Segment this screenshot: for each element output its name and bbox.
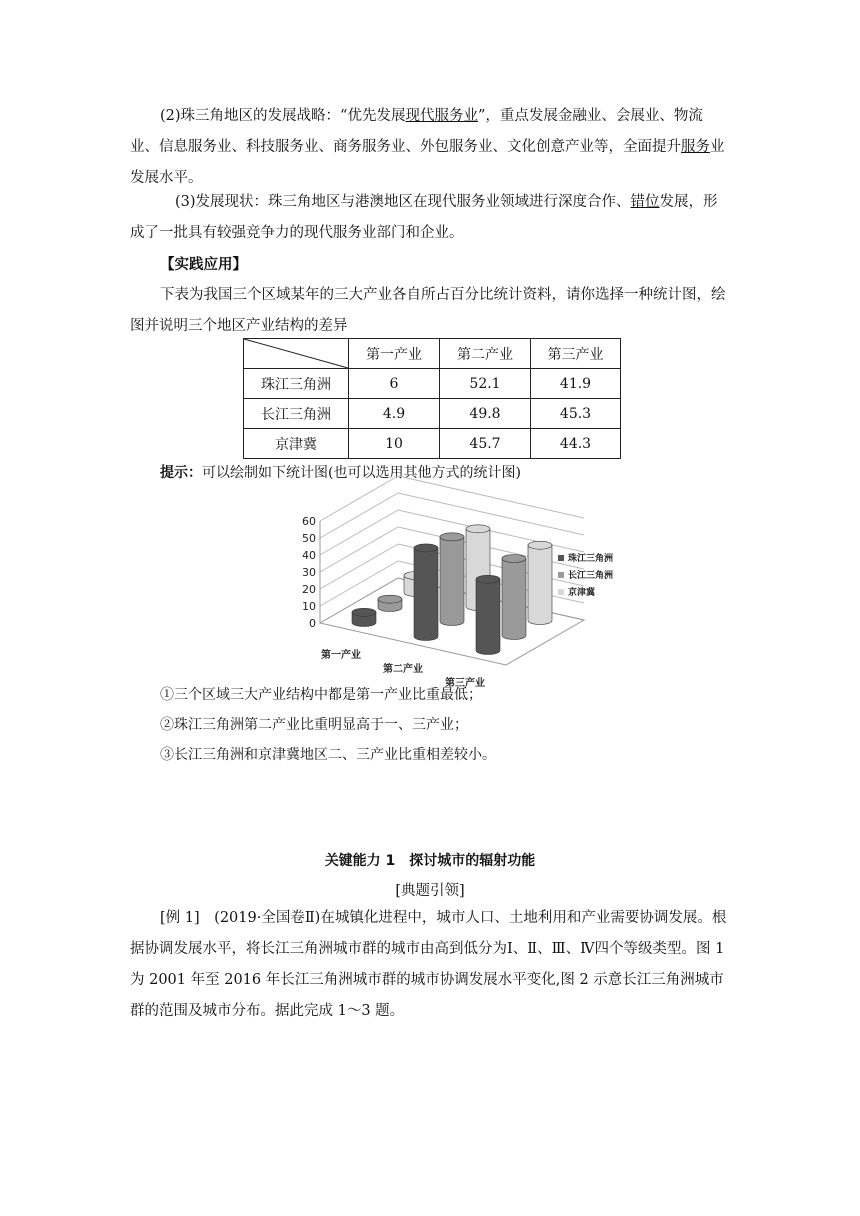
legend-swatch [558, 555, 564, 561]
paragraph-status [130, 187, 730, 249]
data-table [243, 338, 621, 459]
table-row [244, 369, 621, 399]
table-cell: 44.3 [531, 429, 621, 459]
bar-body [528, 545, 552, 624]
bar-top [502, 554, 526, 562]
bar [378, 595, 402, 611]
bar-body [502, 558, 526, 639]
conclusion-2: ②珠江三角洲第二产业比重明显高于一、三产业； [160, 717, 468, 733]
y-tick-label: 50 [302, 532, 316, 545]
gridline-side [320, 527, 398, 572]
conclusion-3: ③长江三角洲和京津冀地区二、三产业比重相差较小。 [160, 747, 496, 763]
x-category-label: 第三产业 [445, 678, 485, 689]
region-cell: 珠江三角洲 [244, 369, 349, 399]
table-cell: 52.1 [440, 369, 531, 399]
example-text: 在城镇化进程中，城市人口、土地利用和产业需要协调发展。根据协调发展水平，将长江三角洲城市群的城市由高到低分为Ⅰ、Ⅱ、Ⅲ、Ⅳ四个等级类型。图 1 为 2001 年至 2016 年长江三角洲城市群的城市协调发展水平变化,图 2 示意长江三角洲城市群的范围及城市分布。据此完成 1～3 题。 [130, 910, 727, 1019]
y-tick-label: 30 [302, 566, 316, 579]
y-tick-label: 60 [302, 515, 316, 528]
table-cell: 41.9 [531, 369, 621, 399]
table-cell: 6 [349, 369, 440, 399]
gridline-side [320, 544, 398, 589]
legend-label: 长江三角洲 [568, 571, 614, 581]
text: (2)珠三角地区的发展战略：“优先发展 [160, 108, 406, 124]
bar-top [352, 608, 376, 616]
bar-body [440, 537, 464, 626]
bar [440, 533, 464, 626]
bar [414, 544, 438, 641]
table-row [244, 429, 621, 459]
gridline-side [320, 476, 398, 521]
bar-top [414, 544, 438, 552]
table-header: 第二产业 [440, 339, 531, 369]
underlined-term: 服务 [681, 139, 710, 155]
example-source: (2019·全国卷Ⅱ) [214, 910, 321, 926]
table-header: 第三产业 [531, 339, 621, 369]
legend-label: 珠江三角洲 [568, 554, 614, 564]
underlined-term: 错位 [630, 194, 660, 210]
diagonal-corner-cell [244, 339, 349, 369]
table-cell: 49.8 [440, 399, 531, 429]
section-title: 关键能力 1 探讨城市的辐射功能 [324, 853, 536, 869]
table-cell: 10 [349, 429, 440, 459]
region-cell: 京津冀 [244, 429, 349, 459]
region-cell: 长江三角洲 [244, 399, 349, 429]
y-tick-label: 0 [309, 617, 316, 630]
x-category-label: 第二产业 [383, 664, 423, 675]
text: ”，重点发展金融业、会展业、物流业、信息服务业、科技服务业、商务服务业、外包服务业、文化创意产业等，全面提升 [130, 108, 703, 155]
example-paragraph [130, 903, 730, 1027]
gridline-back [398, 493, 584, 535]
underlined-term: 现代服务业 [405, 108, 478, 124]
hint-label: 提示： [160, 465, 202, 481]
paragraph-strategy [130, 101, 730, 194]
y-tick-label: 40 [302, 549, 316, 562]
sub-title: [典题引领] [395, 883, 465, 899]
table-header: 第一产业 [349, 339, 440, 369]
table-row [244, 399, 621, 429]
example-tag: [例 1] [160, 910, 200, 926]
conclusion-1: ①三个区域三大产业结构中都是第一产业比重最低； [160, 687, 482, 703]
table-cell: 4.9 [349, 399, 440, 429]
bar [528, 541, 552, 624]
diagonal-line [244, 339, 348, 368]
bar [476, 575, 500, 654]
gridline-back [398, 476, 584, 518]
gridline-side [320, 510, 398, 555]
x-category-label: 第一产业 [321, 650, 361, 661]
hint [160, 462, 521, 482]
legend-label: 京津冀 [568, 588, 596, 598]
bar-top [528, 541, 552, 549]
hint-text: 可以绘制如下统计图(也可以选用其他方式的统计图) [202, 465, 521, 481]
legend-swatch [558, 572, 564, 578]
bar-body [476, 579, 500, 654]
table-cell: 45.3 [531, 399, 621, 429]
bar-top [476, 575, 500, 583]
table-cell: 45.7 [440, 429, 531, 459]
practice-heading: 【实践应用】 [160, 256, 247, 273]
bar-top [378, 595, 402, 603]
y-tick-label: 10 [302, 600, 316, 613]
y-tick-label: 20 [302, 583, 316, 596]
question-text: 下表为我国三个区域某年的三大产业各自所占百分比统计资料，请你选择一种统计图，绘图并说明三个地区产业结构的差异 [130, 287, 726, 334]
text: 发展，形成了一批具有较强竞争力的现代服务业部门和企业。 [130, 194, 718, 241]
bar-top [466, 525, 490, 533]
bar [352, 608, 376, 626]
table-header-row [244, 339, 621, 369]
legend-swatch [558, 589, 564, 595]
bar [502, 554, 526, 639]
gridline-side [320, 493, 398, 538]
industry-3d-bar-chart [280, 495, 650, 689]
bar-body [414, 548, 438, 641]
text: 业发展水平。 [130, 139, 725, 186]
bar-top [440, 533, 464, 541]
text: (3)发展现状：珠三角地区与港澳地区在现代服务业领域进行深度合作、 [175, 194, 631, 210]
